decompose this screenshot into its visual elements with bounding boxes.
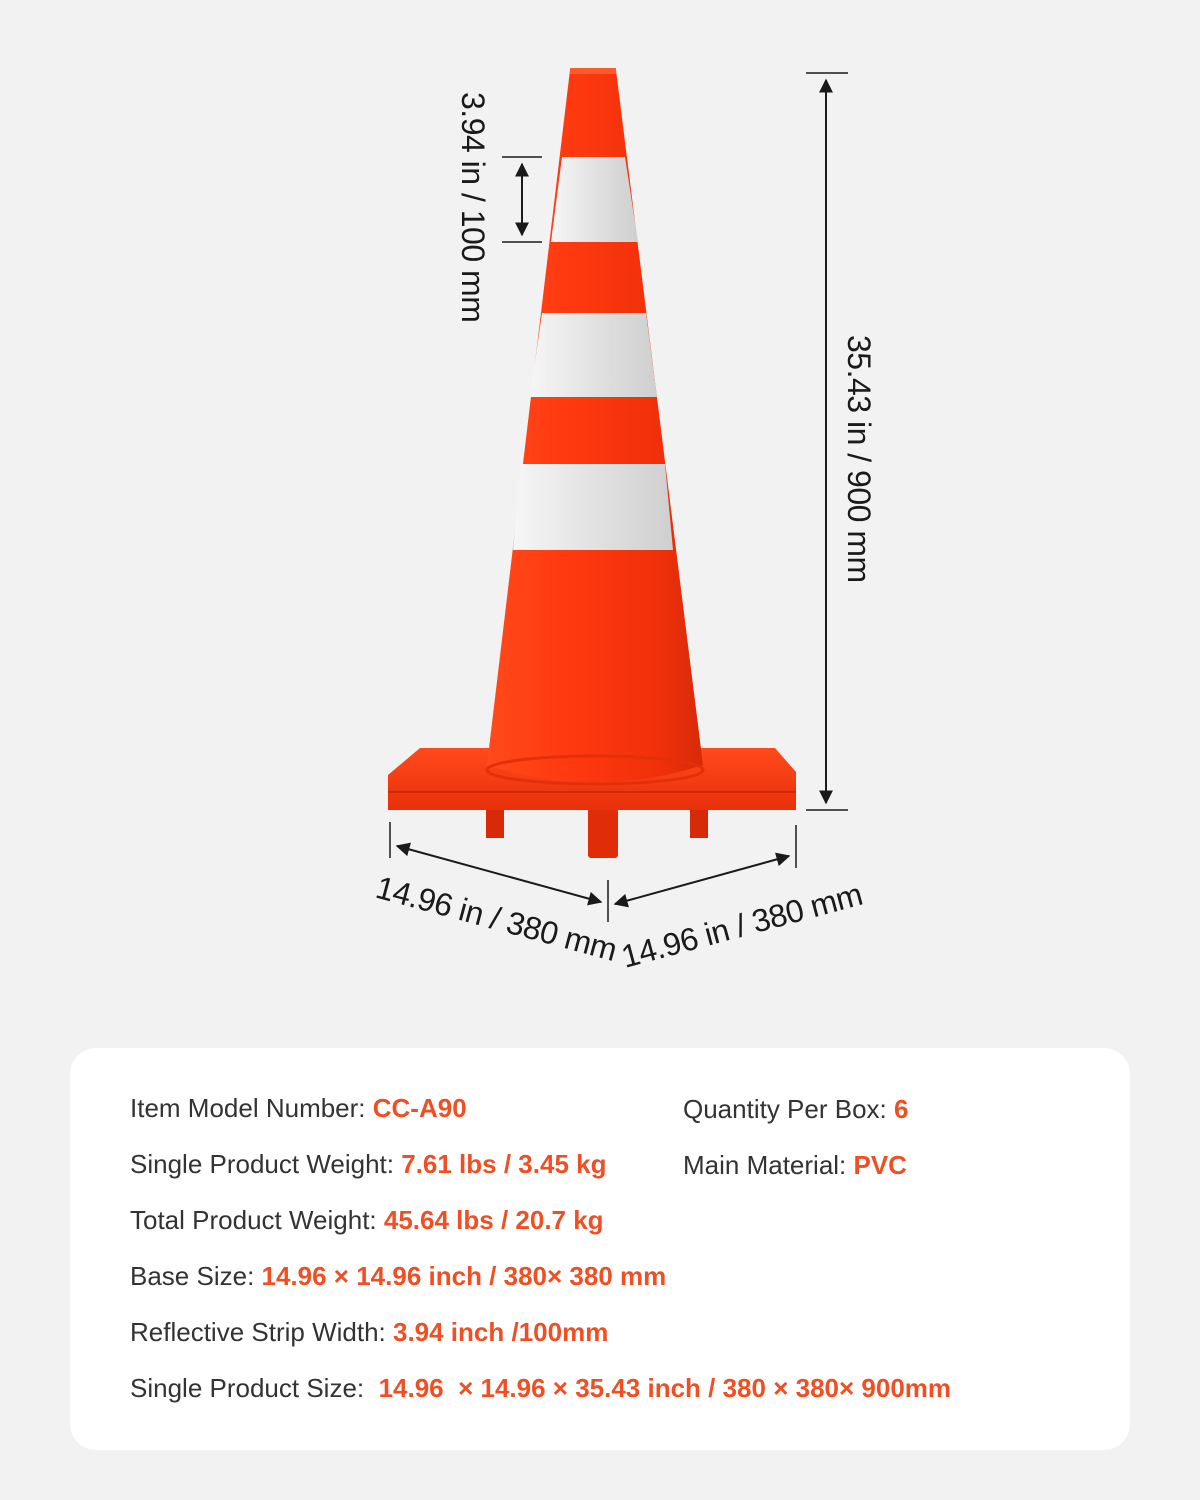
- spec-value: 14.96 × 14.96 × 35.43 inch / 380 × 380× 900mm: [378, 1373, 952, 1403]
- strip-width-label: 3.94 in / 100 mm: [455, 92, 491, 323]
- spec-material: [683, 1150, 907, 1181]
- cone-foot: [690, 808, 708, 838]
- cone-foot: [588, 808, 618, 858]
- height-dimension: [806, 73, 877, 810]
- spec-total-weight: [130, 1205, 604, 1236]
- base-right-label: 14.96 in / 380 mm: [617, 875, 867, 975]
- reflective-strip: [530, 313, 657, 397]
- height-label: 35.43 in / 900 mm: [841, 335, 877, 583]
- spec-label: Single Product Weight:: [130, 1149, 402, 1179]
- spec-label: Total Product Weight:: [130, 1205, 384, 1235]
- spec-card: [70, 1048, 1130, 1450]
- spec-value: CC-A90: [372, 1093, 467, 1123]
- spec-value: 3.94 inch /100mm: [392, 1317, 609, 1347]
- spec-base-size: [130, 1261, 666, 1292]
- spec-strip-width: [130, 1317, 608, 1348]
- spec-value: 45.64 lbs / 20.7 kg: [383, 1205, 604, 1235]
- reflective-strip: [513, 464, 673, 550]
- spec-value: PVC: [853, 1150, 907, 1180]
- spec-label: Item Model Number:: [130, 1093, 373, 1123]
- spec-label: Reflective Strip Width:: [130, 1317, 393, 1347]
- cone-foot: [486, 808, 504, 838]
- spec-label: Quantity Per Box:: [683, 1094, 894, 1124]
- cone-top: [570, 68, 616, 74]
- spec-product-size: [130, 1373, 951, 1404]
- spec-label: Base Size:: [130, 1261, 262, 1291]
- spec-value: 14.96 × 14.96 inch / 380× 380 mm: [261, 1261, 667, 1291]
- spec-value: 6: [893, 1094, 909, 1124]
- spec-value: 7.61 lbs / 3.45 kg: [401, 1149, 607, 1179]
- spec-model: [130, 1093, 467, 1124]
- dimension-arrow: [615, 856, 789, 904]
- strip-width-dimension: [455, 92, 542, 322]
- base-dimensions: [372, 822, 866, 975]
- spec-label: Main Material:: [683, 1150, 854, 1180]
- traffic-cone: [388, 68, 796, 858]
- spec-quantity: [683, 1094, 908, 1125]
- spec-single-weight: [130, 1149, 606, 1180]
- reflective-strip: [551, 157, 638, 242]
- base-left-label: 14.96 in / 380 mm: [372, 868, 621, 968]
- spec-label: Single Product Size:: [130, 1373, 379, 1403]
